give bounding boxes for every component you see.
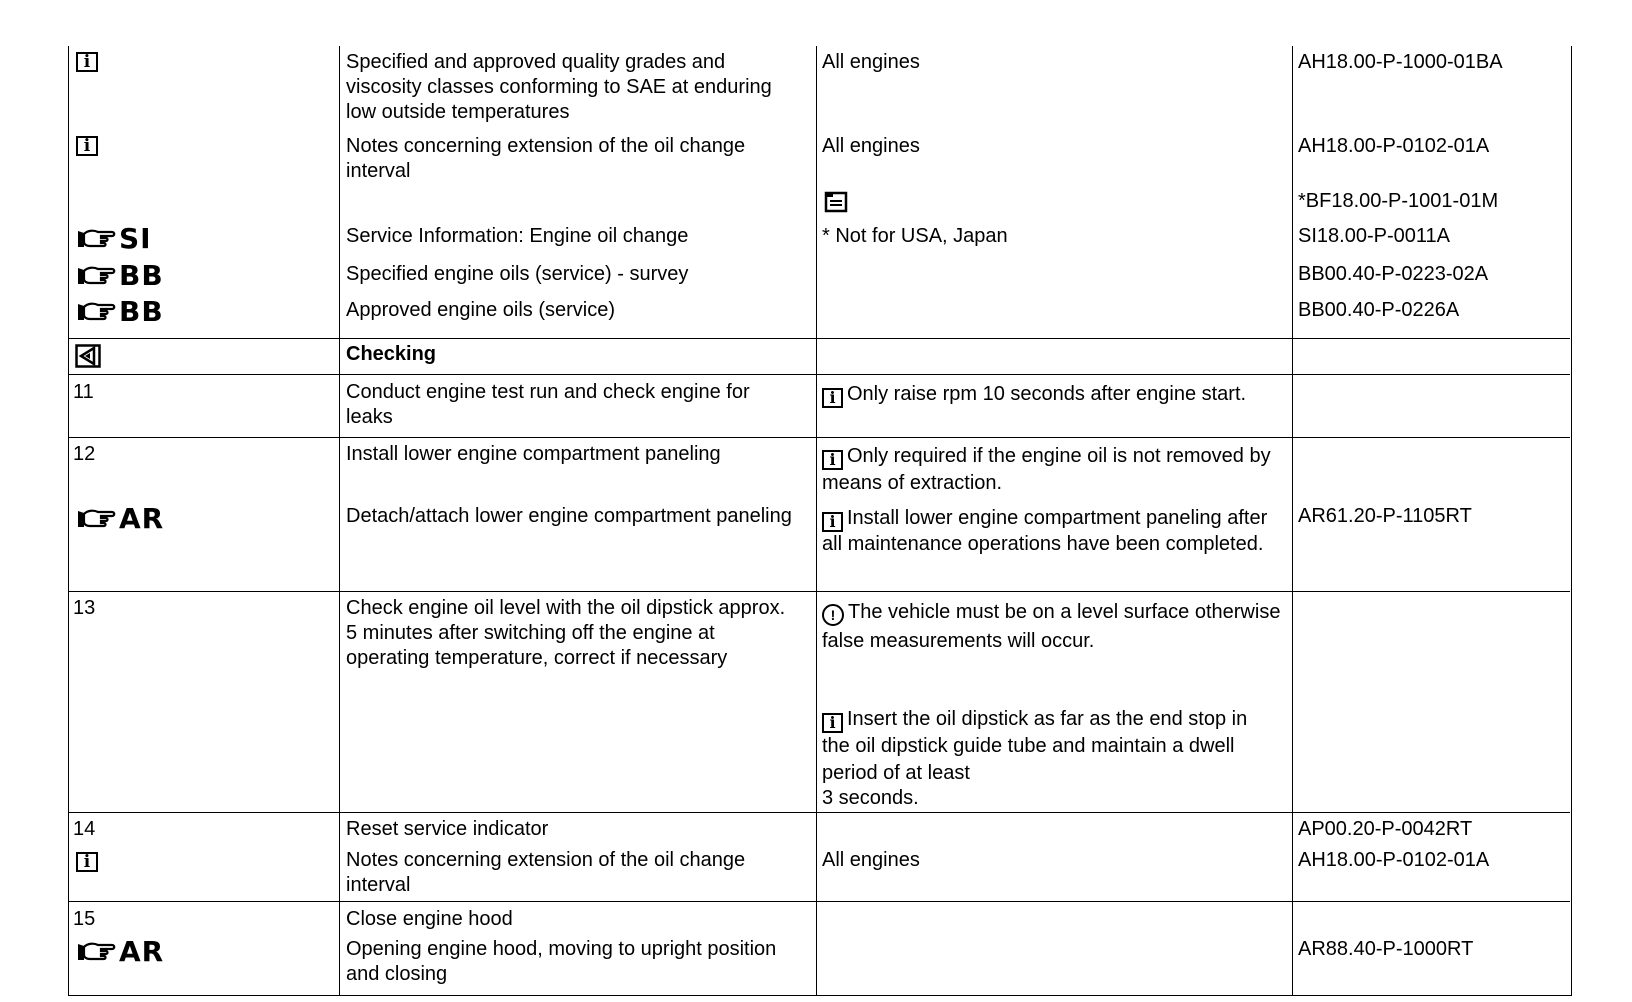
information-icon: i <box>822 713 843 733</box>
row-description: Specified engine oils (service) - survey <box>346 263 689 285</box>
step-note-text: Install lower engine compartment paneling after all maintenance operations have been completed. <box>822 507 1268 555</box>
row-divider <box>68 901 1570 902</box>
row-description: Specified and approved quality grades and viscosity classes conforming to SAE at enduring low outside temperatures <box>346 51 772 123</box>
document-reference[interactable]: BB00.40-P-0223-02A <box>1298 263 1489 285</box>
step-description: Opening engine hood, moving to upright position and closing <box>346 938 777 985</box>
document-reference[interactable]: AH18.00-P-0102-01A <box>1298 135 1490 157</box>
document-reference[interactable]: AR88.40-P-1000RT <box>1298 938 1474 960</box>
document-reference[interactable]: BB00.40-P-0226A <box>1298 299 1460 321</box>
step-note <box>822 506 1282 557</box>
information-icon: i <box>822 512 843 532</box>
reference-code: BB <box>119 259 164 292</box>
row-divider <box>68 374 1570 375</box>
reference-link[interactable] <box>76 295 164 328</box>
row-description: Notes concerning extension of the oil change interval <box>346 135 746 182</box>
column-divider <box>339 46 340 995</box>
pointing-hand-icon <box>76 264 116 288</box>
section-heading: Checking <box>346 343 437 365</box>
row-divider <box>68 812 1570 813</box>
column-divider <box>816 46 817 995</box>
step-description: Reset service indicator <box>346 818 549 840</box>
step-number: 14 <box>73 818 96 840</box>
row-applies-to: All engines <box>822 849 920 871</box>
step-description: Close engine hood <box>346 908 513 930</box>
information-icon: i <box>76 136 98 156</box>
row-description: Approved engine oils (service) <box>346 299 616 321</box>
step-note-continuation: 3 seconds. <box>822 787 919 809</box>
warning-circle-icon: ! <box>822 604 844 626</box>
row-applies-to: * Not for USA, Japan <box>822 225 1008 247</box>
step-description: Install lower engine compartment paneling <box>346 443 721 465</box>
step-description: Check engine oil level with the oil dipstick approx. 5 minutes after switching off the engine at operating temperature, correct if necessary <box>346 597 786 669</box>
reference-link[interactable] <box>76 222 152 255</box>
row-divider <box>68 338 1570 339</box>
row-description: Service Information: Engine oil change <box>346 225 689 247</box>
information-icon: i <box>76 852 98 872</box>
pointing-hand-icon <box>76 227 116 251</box>
reference-code: AR <box>119 935 165 968</box>
reference-code: AR <box>119 502 165 535</box>
step-description: Detach/attach lower engine compartment paneling <box>346 505 792 527</box>
document-reference[interactable]: AH18.00-P-1000-01BA <box>1298 51 1503 73</box>
document-reference[interactable]: SI18.00-P-0011A <box>1298 225 1450 247</box>
step-description: Conduct engine test run and check engine for leaks <box>346 381 750 428</box>
reference-link[interactable] <box>76 502 165 535</box>
reference-link[interactable] <box>76 259 164 292</box>
document-reference[interactable]: AP00.20-P-0042RT <box>1298 818 1473 840</box>
step-note-text: Only raise rpm 10 seconds after engine start. <box>847 383 1247 405</box>
reference-link[interactable] <box>76 935 165 968</box>
step-warning-text: The vehicle must be on a level surface otherwise false measurements will occur. <box>822 601 1281 652</box>
triangle-icon <box>75 344 101 368</box>
step-note-text: Only required if the engine oil is not removed by means of extraction. <box>822 445 1271 494</box>
step-note <box>822 443 1282 497</box>
reference-code: SI <box>119 222 152 255</box>
step-number: 13 <box>73 597 96 619</box>
document-reference[interactable]: AH18.00-P-0102-01A <box>1298 849 1490 871</box>
step-note <box>822 382 1282 408</box>
information-icon: i <box>822 388 843 408</box>
step-number: 15 <box>73 908 96 930</box>
row-divider <box>68 437 1570 438</box>
row-applies-to: All engines <box>822 51 920 73</box>
document-reference[interactable]: *BF18.00-P-1001-01M <box>1298 190 1499 212</box>
pointing-hand-icon <box>76 940 116 964</box>
information-icon: i <box>822 450 843 470</box>
step-warning <box>822 598 1282 656</box>
pointing-hand-icon <box>76 507 116 531</box>
information-icon: i <box>76 52 98 72</box>
column-divider <box>1292 46 1293 995</box>
pointing-hand-icon <box>76 300 116 324</box>
step-number: 11 <box>73 381 94 403</box>
step-note-text: Insert the oil dipstick as far as the end stop in the oil dipstick guide tube and maintain a dwell period of at least <box>822 708 1248 784</box>
step-description: Notes concerning extension of the oil change interval <box>346 849 746 896</box>
document-reference[interactable]: AR61.20-P-1105RT <box>1298 505 1472 527</box>
row-divider <box>68 591 1570 592</box>
reference-code: BB <box>119 295 164 328</box>
step-note <box>822 706 1262 787</box>
step-number: 12 <box>73 443 96 465</box>
document-icon <box>824 190 848 214</box>
row-applies-to: All engines <box>822 135 920 157</box>
